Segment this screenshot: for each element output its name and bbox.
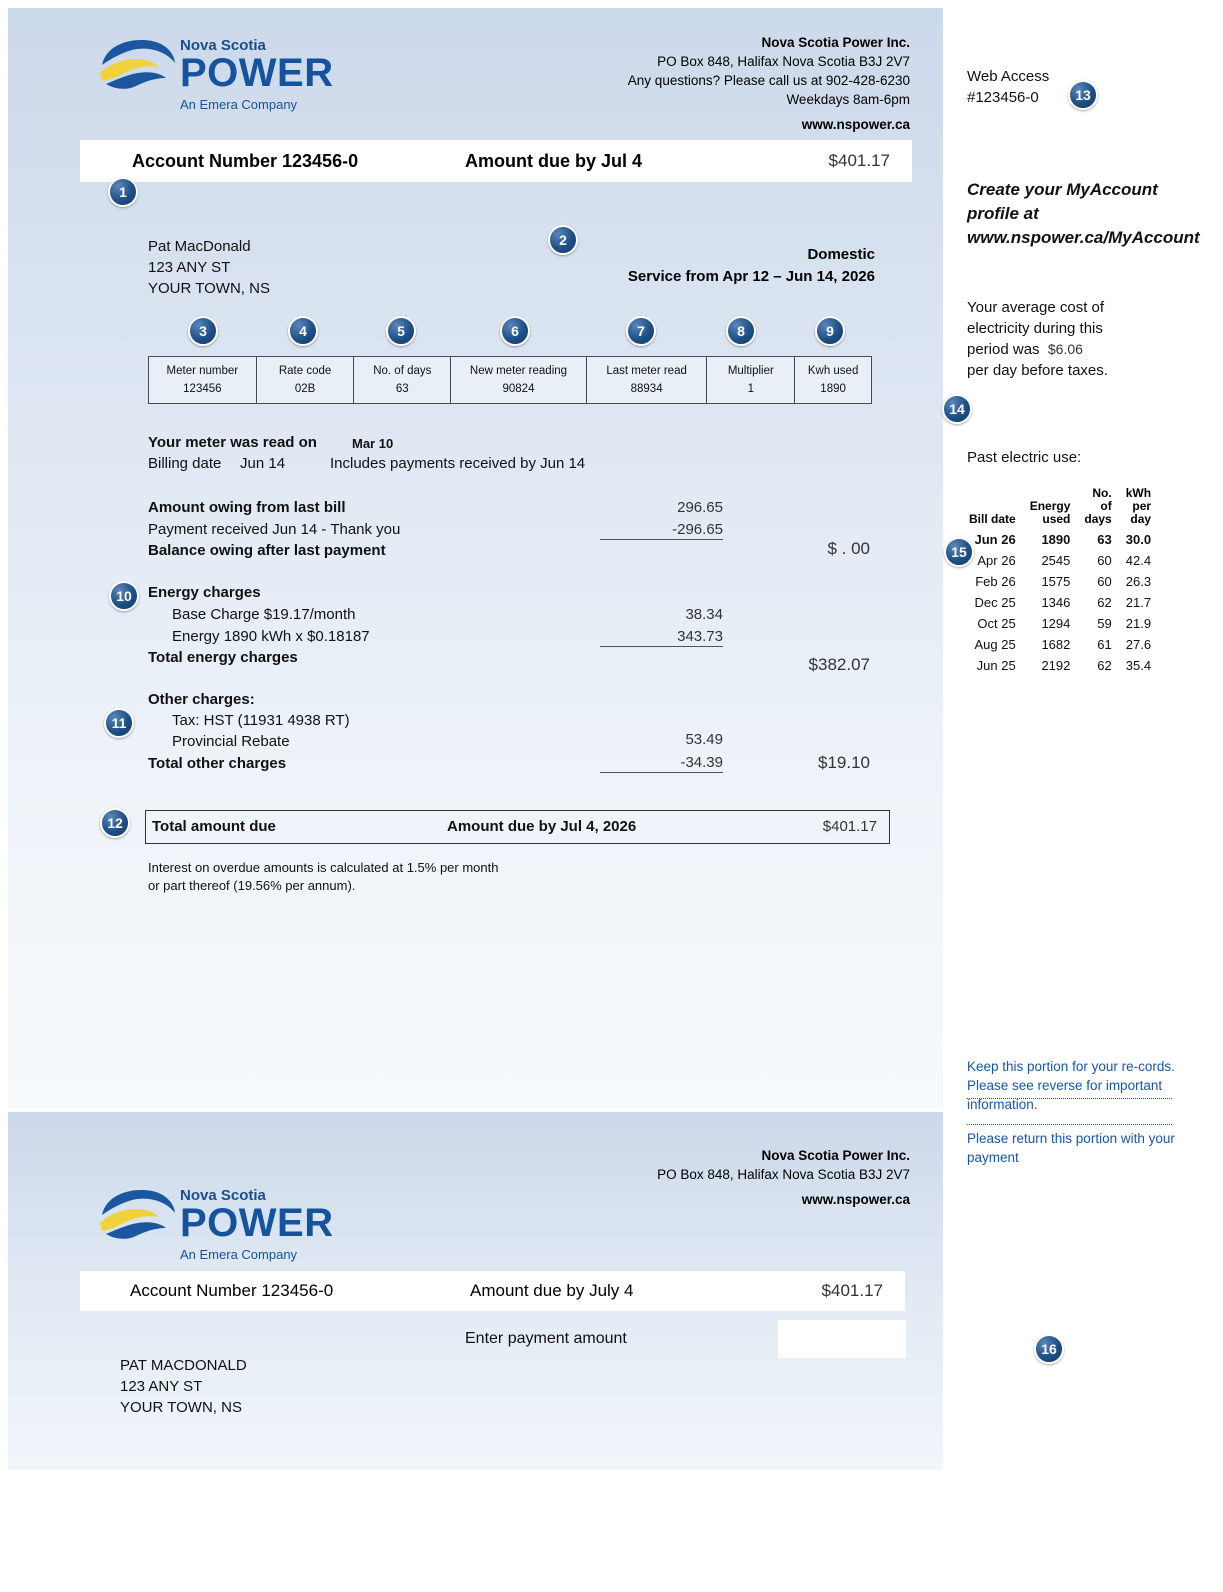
nsp-swoosh-icon [96,35,176,93]
meter-col-last-reading [587,357,708,403]
company-website: www.nspower.ca [801,117,910,132]
past-use-cell: 26.3 [1125,574,1152,589]
company-hours: Weekdays 8am-6pm [786,92,910,107]
total-due-amount: $401.17 [822,818,877,835]
callout-12[interactable]: 12 [100,808,130,838]
total-energy-label: Total energy charges [148,649,298,666]
amount-due-value: $401.17 [828,151,890,170]
meter-col-header: New meter reading [469,365,568,377]
nsp-swoosh-icon-stub [96,1185,176,1243]
customer-street: 123 ANY ST [148,259,231,276]
payment-amount-input[interactable] [778,1320,906,1358]
past-use-row [962,550,1158,571]
total-amount-due-label: Total amount due [152,818,276,835]
rebate-label: Provincial Rebate [172,733,290,750]
past-use-cell: 1890 [1041,532,1071,547]
past-use-cell: 1294 [1041,616,1071,631]
avg-line3-pre: period was [967,341,1040,358]
meter-col-value: 1 [747,383,755,395]
meter-col-header: Rate code [278,365,332,377]
total-due-date-label: Amount due by Jul 4, 2026 [447,818,637,835]
callout-10[interactable]: 10 [109,581,139,611]
avg-line2: electricity during this [967,320,1103,337]
tax-value: 53.49 [685,731,723,748]
payment-received-value: -296.65 [600,521,723,540]
callout-5[interactable]: 5 [386,316,416,346]
past-use-cell: Feb 26 [975,574,1016,589]
company-questions: Any questions? Please call us at 902-428-6230 [627,73,910,88]
stub-due-amount: $401.17 [821,1281,883,1300]
past-use-cell: 59 [1097,616,1112,631]
past-use-cell: Apr 26 [977,553,1016,568]
avg-amount: $6.06 [1047,341,1083,357]
base-charge-value: 38.34 [685,606,723,623]
company-address: PO Box 848, Halifax Nova Scotia B3J 2V7 [657,54,910,69]
energy-usage-label: Energy 1890 kWh x $0.18187 [172,628,370,645]
logo-word-stub: POWER [180,1201,334,1245]
amount-due-label: Amount due by Jul 4 [465,150,643,171]
callout-2[interactable]: 2 [548,225,578,255]
account-summary-bar [80,140,912,182]
enter-payment-label: Enter payment amount [465,1330,627,1347]
rebate-value: -34.39 [600,754,723,773]
total-other-value: $19.10 [818,753,870,772]
meter-col-value: 123456 [183,383,222,395]
meter-col-header: Multiplier [727,365,774,377]
callout-1[interactable]: 1 [108,177,138,207]
logo-tagline-stub: An Emera Company [180,1247,298,1262]
amount-owing-value: 296.65 [677,499,723,516]
meter-col-header: Last meter read [606,365,687,377]
return-portion-note: Please return this portion with your payment [967,1131,1175,1165]
past-use-cell: 62 [1097,595,1112,610]
logo-word: POWER [180,51,334,95]
callout-7[interactable]: 7 [626,316,656,346]
logo-line1: Nova Scotia [180,37,266,54]
logo-line1-stub: Nova Scotia [180,1187,266,1204]
customer-city: YOUR TOWN, NS [148,280,270,297]
past-use-row [962,613,1158,634]
past-use-cell: 1575 [1041,574,1071,589]
stub-company-address: PO Box 848, Halifax Nova Scotia B3J 2V7 [657,1167,910,1182]
past-use-row [962,592,1158,613]
interest-note-line2: or part thereof (19.56% per annum). [148,878,356,893]
stub-account-number: Account Number 123456-0 [130,1281,334,1300]
past-use-title: Past electric use: [967,449,1082,466]
customer-address [148,236,270,299]
meter-col-value: 1890 [820,383,846,395]
past-use-cell: 2192 [1041,658,1071,673]
billing-date-value: Jun 14 [240,455,286,472]
meter-col-header: Meter number [166,365,239,377]
past-use-cell: 27.6 [1125,637,1152,652]
bottom-white-area [8,1470,943,1584]
account-number: Account Number 123456-0 [132,150,359,171]
past-use-cell: 1346 [1041,595,1071,610]
past-use-header-days: No. of days [1084,486,1112,526]
energy-charges-title: Energy charges [148,584,261,601]
keep-portion-note: Keep this portion for your re-cords. Please see reverse for important information. [967,1059,1175,1112]
other-charges-title: Other charges: [148,691,255,708]
callout-14[interactable]: 14 [942,394,972,424]
stub-due-label: Amount due by July 4 [470,1281,634,1300]
meter-col-rate-code [257,357,355,403]
web-access-line2: #123456-0 [967,89,1039,106]
meter-reading-table [148,356,872,404]
past-use-row [962,529,1158,550]
callout-16[interactable]: 16 [1034,1334,1064,1364]
nsp-logo [96,35,346,135]
stub-customer-street: 123 ANY ST [120,1378,203,1395]
service-period: Service from Apr 12 – Jun 14, 2026 [627,268,875,285]
past-use-row [962,634,1158,655]
stub-customer-name: PAT MACDONALD [120,1357,247,1374]
customer-name: Pat MacDonald [148,238,251,255]
stub-company-web: www.nspower.ca [801,1192,910,1207]
meter-col-header: Kwh used [807,365,859,377]
balance-after-label: Balance owing after last payment [148,542,386,559]
past-use-cell: Dec 25 [974,595,1016,610]
past-use-cell: 30.0 [1125,532,1152,547]
past-use-cell: 63 [1097,532,1112,547]
logo-tagline: An Emera Company [180,97,298,112]
callout-6[interactable]: 6 [500,316,530,346]
callout-4[interactable]: 4 [288,316,318,346]
past-electric-use-table [962,486,1158,676]
billing-date-label: Billing date [148,455,222,472]
past-use-cell: 2545 [1041,553,1071,568]
meter-col-value: 02B [294,383,316,395]
meter-read-label: Your meter was read on [148,434,317,451]
avg-line4: per day before taxes. [967,362,1108,379]
average-cost-block [967,297,1197,381]
stub-customer-city: YOUR TOWN, NS [120,1399,242,1416]
callout-11[interactable]: 11 [104,708,134,738]
past-use-cell: Aug 25 [974,637,1016,652]
past-use-cell: 21.9 [1125,616,1152,631]
stub-customer-address [120,1355,247,1418]
past-use-cell: Oct 25 [977,616,1016,631]
meter-col-kwh-used [795,357,871,403]
past-use-cell: 60 [1097,553,1112,568]
base-charge-label: Base Charge $19.17/month [172,606,356,623]
past-use-cell: 21.7 [1125,595,1152,610]
web-access-line1: Web Access [967,68,1050,85]
callout-8[interactable]: 8 [726,316,756,346]
meter-col-multiplier [707,357,795,403]
past-use-cell: 42.4 [1125,553,1152,568]
past-use-header-bill-date: Bill date [969,512,1016,526]
stub-account-bar [80,1271,905,1311]
total-other-label: Total other charges [148,755,287,772]
payment-received-label: Payment received Jun 14 - Thank you [148,521,401,538]
meter-col-header: No. of days [373,365,432,377]
callout-13[interactable]: 13 [1068,80,1098,110]
meter-col-value: 88934 [630,383,663,395]
interest-note-line1: Interest on overdue amounts is calculated at 1.5% per month [148,860,499,875]
past-use-header-kwhday: kWh per day [1125,486,1152,526]
past-use-header-energy: Energy used [1029,499,1071,526]
past-use-row [962,571,1158,592]
callout-9[interactable]: 9 [815,316,845,346]
callout-3[interactable]: 3 [188,316,218,346]
meter-col-value: 63 [395,383,409,395]
amount-owing-label: Amount owing from last bill [148,499,346,516]
meter-col-days [354,357,451,403]
past-use-cell: Jun 26 [974,532,1016,547]
past-use-cell: 35.4 [1125,658,1152,673]
meter-col-new-reading [451,357,587,403]
total-energy-value: $382.07 [808,655,870,674]
energy-usage-value: 343.73 [600,628,723,647]
tax-label: Tax: HST (11931 4938 RT) [172,712,350,729]
nsp-logo-stub [96,1185,346,1285]
past-use-cell: 62 [1097,658,1112,673]
past-use-cell: 61 [1097,637,1112,652]
past-use-cell: Jun 25 [976,658,1016,673]
company-name: Nova Scotia Power Inc. [761,35,910,50]
stub-company-name: Nova Scotia Power Inc. [761,1148,910,1163]
divider-dotted-bottom [967,1124,1172,1125]
includes-payments-note: Includes payments received by Jun 14 [330,455,586,472]
balance-after-value: $ . 00 [827,539,870,558]
callout-15[interactable]: 15 [944,537,974,567]
service-class: Domestic [807,246,875,263]
meter-read-date: Mar 10 [352,436,394,451]
past-use-header-row [962,486,1158,529]
past-use-cell: 60 [1097,574,1112,589]
avg-line1: Your average cost of [967,299,1105,316]
meter-col-value: 90824 [502,383,535,395]
meter-col-meter-number [149,357,257,403]
payment-amount-value [778,1320,906,1338]
company-contact-block [460,33,910,134]
past-use-cell: 1682 [1041,637,1071,652]
stub-company-block [500,1146,910,1209]
myaccount-promo: Create your MyAccount profile at www.nspower.ca/MyAccount [967,180,1200,247]
past-use-row [962,655,1158,676]
